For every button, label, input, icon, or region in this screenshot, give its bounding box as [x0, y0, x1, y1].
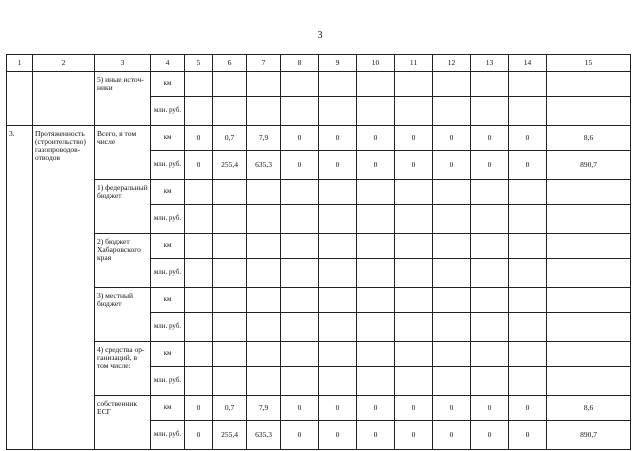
value-cell: 0 — [185, 396, 213, 421]
unit-cell: км — [151, 288, 185, 313]
header-cell: 8 — [281, 55, 319, 72]
value-cell — [433, 313, 471, 342]
value-cell — [471, 342, 509, 367]
value-cell: 0 — [395, 421, 433, 450]
value-cell — [281, 205, 319, 234]
value-cell — [433, 180, 471, 205]
value-cell: 0 — [319, 126, 357, 151]
value-cell — [547, 313, 631, 342]
value-cell: 0 — [471, 396, 509, 421]
value-cell: 0 — [281, 151, 319, 180]
value-cell — [281, 234, 319, 259]
source-label: 1) федеральный бюджет — [95, 180, 151, 234]
value-cell — [395, 259, 433, 288]
value-cell: 0 — [357, 151, 395, 180]
value-cell: 0,7 — [213, 126, 247, 151]
value-cell — [319, 97, 357, 126]
value-cell: 0 — [319, 396, 357, 421]
value-cell — [471, 313, 509, 342]
value-cell — [213, 205, 247, 234]
table-row — [7, 288, 631, 313]
value-cell — [213, 313, 247, 342]
value-cell: 0 — [509, 126, 547, 151]
unit-cell: км — [151, 72, 185, 97]
value-cell — [471, 234, 509, 259]
value-cell: 0 — [357, 396, 395, 421]
value-cell — [247, 234, 281, 259]
unit-cell: км — [151, 180, 185, 205]
value-cell — [471, 367, 509, 396]
value-cell — [357, 234, 395, 259]
value-cell — [281, 342, 319, 367]
value-cell — [213, 288, 247, 313]
unit-cell: млн. руб. — [151, 205, 185, 234]
unit-cell: млн. руб. — [151, 421, 185, 450]
value-cell: 0 — [185, 421, 213, 450]
value-cell — [357, 72, 395, 97]
value-cell — [509, 205, 547, 234]
value-cell — [319, 342, 357, 367]
table-row — [7, 342, 631, 367]
value-cell — [395, 234, 433, 259]
unit-cell: км — [151, 234, 185, 259]
value-cell: 0 — [471, 421, 509, 450]
value-cell — [281, 97, 319, 126]
value-cell — [357, 180, 395, 205]
value-cell: 0 — [509, 151, 547, 180]
value-cell — [185, 97, 213, 126]
value-cell — [185, 234, 213, 259]
value-cell — [471, 97, 509, 126]
value-cell — [213, 342, 247, 367]
value-cell — [433, 205, 471, 234]
header-cell: 9 — [319, 55, 357, 72]
value-cell — [395, 313, 433, 342]
header-cell: 11 — [395, 55, 433, 72]
value-cell: 0 — [433, 421, 471, 450]
value-cell — [281, 313, 319, 342]
value-cell — [509, 288, 547, 313]
value-cell — [247, 367, 281, 396]
value-cell — [433, 234, 471, 259]
value-cell — [547, 97, 631, 126]
table-row — [7, 180, 631, 205]
value-cell — [247, 259, 281, 288]
value-cell — [281, 180, 319, 205]
value-cell: 255,4 — [213, 421, 247, 450]
value-cell — [319, 180, 357, 205]
source-label: 3) местный бюджет — [95, 288, 151, 342]
value-cell — [547, 342, 631, 367]
value-cell — [357, 367, 395, 396]
unit-cell: км — [151, 126, 185, 151]
value-cell — [471, 72, 509, 97]
value-cell: 0 — [433, 126, 471, 151]
value-cell — [185, 342, 213, 367]
value-cell: 0,7 — [213, 396, 247, 421]
value-cell — [471, 205, 509, 234]
header-cell: 14 — [509, 55, 547, 72]
value-cell — [247, 205, 281, 234]
value-cell — [247, 72, 281, 97]
value-cell — [247, 180, 281, 205]
value-cell: 0 — [357, 421, 395, 450]
unit-cell: млн. руб. — [151, 151, 185, 180]
value-cell: 7,9 — [247, 396, 281, 421]
source-label: 4) средства ор-ганизаций, в том числе: — [95, 342, 151, 396]
value-cell — [433, 342, 471, 367]
value-cell: 8,6 — [547, 126, 631, 151]
value-cell — [319, 234, 357, 259]
value-cell — [247, 97, 281, 126]
table-row — [7, 72, 631, 97]
source-label: собственник ЕСГ — [95, 396, 151, 450]
value-cell — [185, 180, 213, 205]
value-cell: 8,6 — [547, 396, 631, 421]
value-cell — [357, 97, 395, 126]
value-cell — [509, 313, 547, 342]
value-cell — [185, 205, 213, 234]
value-cell: 0 — [395, 151, 433, 180]
budget-table — [6, 54, 631, 450]
unit-cell: млн. руб. — [151, 313, 185, 342]
header-row — [7, 55, 631, 72]
value-cell: 0 — [185, 151, 213, 180]
value-cell — [319, 313, 357, 342]
header-cell: 15 — [547, 55, 631, 72]
value-cell — [247, 288, 281, 313]
value-cell: 890,7 — [547, 151, 631, 180]
unit-cell: км — [151, 342, 185, 367]
value-cell — [357, 205, 395, 234]
value-cell — [213, 72, 247, 97]
value-cell: 0 — [395, 396, 433, 421]
source-label: 2) бюджет Хабаровского края — [95, 234, 151, 288]
value-cell — [471, 180, 509, 205]
value-cell: 0 — [471, 126, 509, 151]
header-cell: 2 — [33, 55, 95, 72]
table-row — [7, 234, 631, 259]
value-cell: 635,3 — [247, 421, 281, 450]
value-cell — [547, 367, 631, 396]
header-cell: 10 — [357, 55, 395, 72]
value-cell — [509, 234, 547, 259]
value-cell — [395, 180, 433, 205]
value-cell — [319, 259, 357, 288]
value-cell: 890,7 — [547, 421, 631, 450]
value-cell: 0 — [281, 421, 319, 450]
value-cell — [185, 367, 213, 396]
value-cell — [547, 72, 631, 97]
empty-cell — [33, 72, 95, 126]
value-cell — [395, 205, 433, 234]
value-cell — [185, 259, 213, 288]
value-cell — [357, 259, 395, 288]
value-cell — [319, 288, 357, 313]
value-cell: 0 — [185, 126, 213, 151]
value-cell — [247, 342, 281, 367]
header-cell: 3 — [95, 55, 151, 72]
value-cell — [471, 259, 509, 288]
header-cell: 7 — [247, 55, 281, 72]
value-cell — [395, 367, 433, 396]
value-cell — [185, 313, 213, 342]
value-cell: 0 — [357, 126, 395, 151]
value-cell — [319, 72, 357, 97]
header-cell: 6 — [213, 55, 247, 72]
unit-cell: млн. руб. — [151, 97, 185, 126]
value-cell — [509, 367, 547, 396]
value-cell: 0 — [395, 126, 433, 151]
value-cell — [395, 288, 433, 313]
value-cell — [471, 288, 509, 313]
value-cell — [185, 72, 213, 97]
value-cell: 0 — [433, 151, 471, 180]
value-cell — [281, 72, 319, 97]
value-cell — [395, 72, 433, 97]
value-cell: 0 — [281, 126, 319, 151]
value-cell — [433, 288, 471, 313]
unit-cell: км — [151, 396, 185, 421]
value-cell: 0 — [319, 421, 357, 450]
value-cell — [281, 259, 319, 288]
table-row — [7, 126, 631, 151]
row-number: 3. — [7, 126, 33, 450]
value-cell — [213, 367, 247, 396]
value-cell — [357, 288, 395, 313]
value-cell — [395, 342, 433, 367]
value-cell — [509, 259, 547, 288]
value-cell: 0 — [509, 421, 547, 450]
source-label: Всего, в том числе — [95, 126, 151, 180]
value-cell: 0 — [281, 396, 319, 421]
value-cell — [433, 97, 471, 126]
value-cell — [319, 367, 357, 396]
value-cell: 0 — [433, 396, 471, 421]
header-cell: 5 — [185, 55, 213, 72]
value-cell — [185, 288, 213, 313]
value-cell — [547, 234, 631, 259]
header-cell: 4 — [151, 55, 185, 72]
value-cell — [213, 234, 247, 259]
value-cell — [433, 367, 471, 396]
value-cell: 0 — [509, 396, 547, 421]
value-cell — [319, 205, 357, 234]
value-cell — [247, 313, 281, 342]
value-cell — [547, 180, 631, 205]
value-cell — [213, 97, 247, 126]
value-cell — [357, 313, 395, 342]
value-cell: 635,3 — [247, 151, 281, 180]
header-cell: 12 — [433, 55, 471, 72]
value-cell — [509, 97, 547, 126]
value-cell: 7,9 — [247, 126, 281, 151]
source-label: 5) иные источ-ники — [95, 72, 151, 126]
value-cell — [357, 342, 395, 367]
value-cell — [281, 288, 319, 313]
value-cell: 0 — [471, 151, 509, 180]
value-cell — [509, 72, 547, 97]
value-cell — [213, 259, 247, 288]
value-cell — [509, 342, 547, 367]
value-cell: 255,4 — [213, 151, 247, 180]
unit-cell: млн. руб. — [151, 367, 185, 396]
value-cell — [281, 367, 319, 396]
page-number: 3 — [317, 30, 323, 41]
table-row — [7, 396, 631, 421]
unit-cell: млн. руб. — [151, 259, 185, 288]
value-cell — [395, 97, 433, 126]
value-cell — [547, 288, 631, 313]
header-cell: 1 — [7, 55, 33, 72]
value-cell — [213, 180, 247, 205]
value-cell — [547, 259, 631, 288]
value-cell — [547, 205, 631, 234]
value-cell: 0 — [319, 151, 357, 180]
value-cell — [433, 72, 471, 97]
indicator-name: Протяженность (строительство) газопроводов-отводов — [33, 126, 95, 450]
header-cell: 13 — [471, 55, 509, 72]
value-cell — [509, 180, 547, 205]
empty-cell — [7, 72, 33, 126]
value-cell — [433, 259, 471, 288]
